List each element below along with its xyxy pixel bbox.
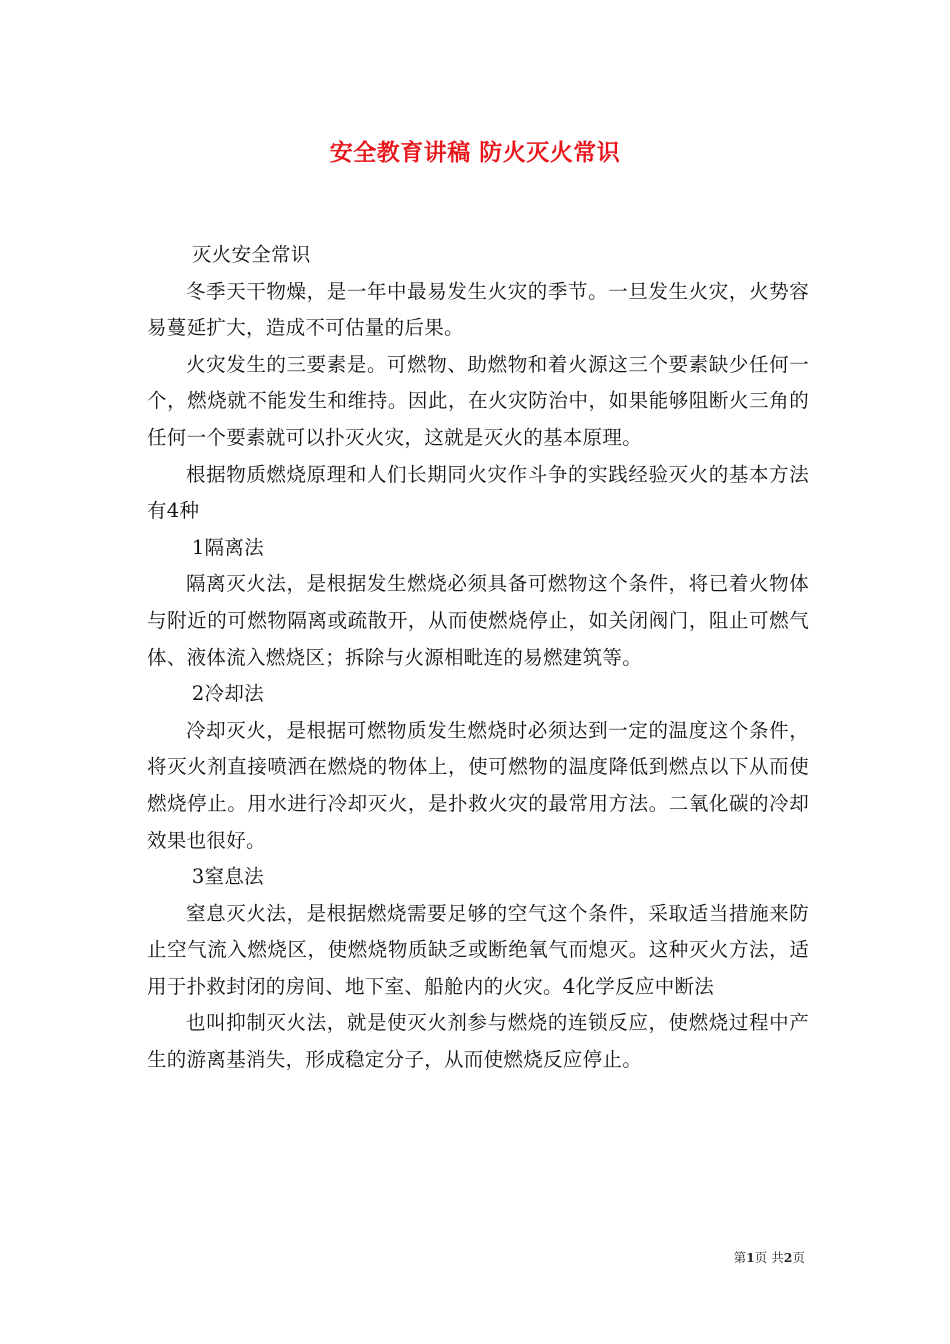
page-title: 安全教育讲稿 防火灭火常识	[329, 140, 621, 166]
section-heading: 2冷却法	[191, 682, 264, 706]
paragraph: 也叫抑制灭火法，就是使灭火剂参与燃烧的连锁反应，使燃烧过程中产生的游离基消失，形成稳定分子，从而使燃烧反应停止。	[147, 1011, 809, 1072]
current-page-number: 1	[746, 1250, 755, 1265]
document-body	[147, 237, 809, 1079]
footer-suffix: 页	[792, 1250, 805, 1265]
section-heading: 3窒息法	[191, 865, 264, 889]
section-heading: 1隔离法	[191, 535, 264, 559]
paragraph: 冷却灭火，是根据可燃物质发生燃烧时必须达到一定的温度这个条件，将灭火剂直接喷洒在燃烧的物体上，使可燃物的温度降低到燃点以下从而使燃烧停止。用水进行冷却灭火，是扑救火灾的最常用方法。二氧化碳的冷却效果也很好。	[147, 718, 809, 852]
paragraph: 隔离灭火法，是根据发生燃烧必须具备可燃物这个条件，将已着火物体与附近的可燃物隔离或疏散开，从而使燃烧停止，如关闭阀门，阻止可燃气体、液体流入燃烧区；拆除与火源相毗连的易燃建筑等。	[147, 572, 809, 669]
total-pages-number: 2	[783, 1250, 793, 1265]
paragraph: 窒息灭火法，是根据燃烧需要足够的空气这个条件，采取适当措施来防止空气流入燃烧区，使燃烧物质缺乏或断绝氧气而熄灭。这种灭火方法，适用于扑救封闭的房间、地下室、船舱内的火灾。4化学反应中断法	[147, 901, 809, 998]
page-footer	[734, 1248, 805, 1266]
paragraph: 冬季天干物燥，是一年中最易发生火灾的季节。一旦发生火灾，火势容易蔓延扩大，造成不可估量的后果。	[147, 279, 809, 340]
footer-middle: 页 共	[754, 1250, 784, 1265]
paragraph: 火灾发生的三要素是。可燃物、助燃物和着火源这三个要素缺少任何一个，燃烧就不能发生和维持。因此，在火灾防治中，如果能够阻断火三角的任何一个要素就可以扑灭火灾，这就是灭火的基本原理。	[147, 352, 809, 449]
footer-prefix: 第	[733, 1250, 747, 1265]
section-heading: 灭火安全常识	[191, 243, 311, 266]
paragraph: 根据物质燃烧原理和人们长期同火灾作斗争的实践经验灭火的基本方法有4种	[147, 462, 809, 523]
